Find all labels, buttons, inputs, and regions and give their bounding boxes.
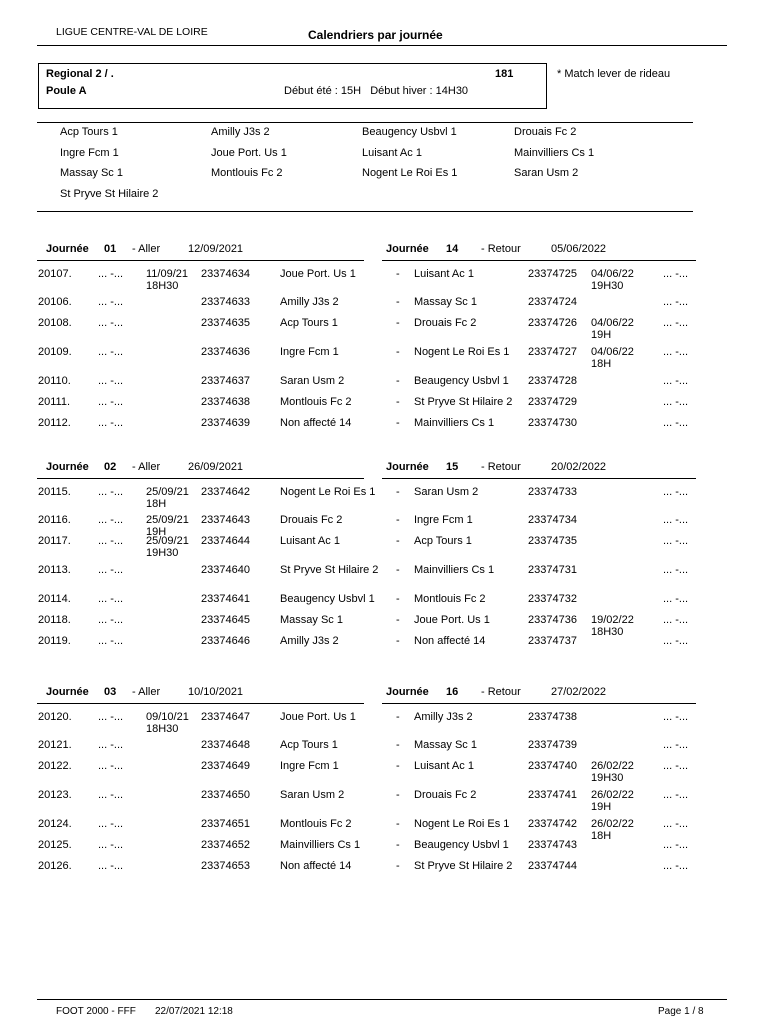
away-team: Nogent Le Roi Es 1 [414,818,510,830]
right-score: ... -... [663,614,689,626]
match-id: 20119. [38,635,71,647]
header-rule [37,45,727,46]
right-score: ... -... [663,564,689,576]
left-match-number: 23374636 [201,346,250,358]
left-match-number: 23374639 [201,417,250,429]
round-label: Journée [46,686,89,698]
right-score: ... -... [663,346,689,358]
round-label: Journée [46,461,89,473]
round-rule-left [37,703,364,704]
division-code: 181 [495,68,514,80]
away-team: Ingre Fcm 1 [414,514,473,526]
left-score: ... -... [98,486,124,498]
round-label: Journée [386,461,429,473]
away-team: St Pryve St Hilaire 2 [414,860,513,872]
right-match-number: 23374725 [528,268,577,280]
away-team: Nogent Le Roi Es 1 [414,346,510,358]
right-time: 18H [591,358,612,370]
left-match-number: 23374644 [201,535,250,547]
left-score: ... -... [98,711,124,723]
left-match-number: 23374643 [201,514,250,526]
round-type: - Retour [481,243,521,255]
left-match-number: 23374653 [201,860,250,872]
right-time: 19H [591,329,612,341]
home-team: Amilly J3s 2 [280,635,339,647]
right-match-number: 23374733 [528,486,577,498]
right-score: ... -... [663,535,689,547]
home-team: Acp Tours 1 [280,317,338,329]
left-match-number: 23374640 [201,564,250,576]
round-type: - Retour [481,686,521,698]
home-team: St Pryve St Hilaire 2 [280,564,379,576]
right-match-number: 23374729 [528,396,577,408]
match-id: 20111. [38,396,71,408]
lever-de-rideau-note: * Match lever de rideau [557,68,671,80]
match-id: 20109. [38,346,72,358]
versus-dash: - [396,346,400,358]
left-score: ... -... [98,317,124,329]
versus-dash: - [396,860,400,872]
home-team: Mainvilliers Cs 1 [280,839,361,851]
left-time: 18H [146,498,167,510]
left-date: 25/09/21 [146,486,189,498]
round-label: Journée [46,243,89,255]
left-score: ... -... [98,818,124,830]
page-title: Calendriers par journée [308,28,443,42]
home-team: Luisant Ac 1 [280,535,340,547]
match-id: 20115. [38,486,71,498]
left-match-number: 23374647 [201,711,250,723]
home-team: Ingre Fcm 1 [280,760,339,772]
right-match-number: 23374737 [528,635,577,647]
versus-dash: - [396,635,400,647]
left-time: 18H30 [146,280,179,292]
right-score: ... -... [663,417,689,429]
match-id: 20125. [38,839,72,851]
match-id: 20124. [38,818,72,830]
team-name: Saran Usm 2 [514,167,579,180]
versus-dash: - [396,396,400,408]
round-number: 15 [446,461,459,473]
match-id: 20108. [38,317,72,329]
left-date: 25/09/21 [146,514,189,526]
home-team: Saran Usm 2 [280,789,345,801]
left-score: ... -... [98,296,124,308]
right-score: ... -... [663,739,689,751]
right-time: 18H30 [591,626,624,638]
away-team: Drouais Fc 2 [414,317,477,329]
right-score: ... -... [663,486,689,498]
left-score: ... -... [98,839,124,851]
right-score: ... -... [663,760,689,772]
left-match-number: 23374633 [201,296,250,308]
away-team: Luisant Ac 1 [414,268,474,280]
home-team: Joue Port. Us 1 [280,711,356,723]
team-name: Acp Tours 1 [60,126,118,138]
round-date: 26/09/2021 [188,461,244,473]
left-time: 18H30 [146,723,179,735]
right-date: 26/02/22 [591,760,634,772]
team-name: Amilly J3s 2 [211,126,270,138]
match-id: 20110. [38,375,71,387]
away-team: Massay Sc 1 [414,739,477,751]
away-team: Beaugency Usbvl 1 [414,375,509,387]
versus-dash: - [396,593,400,605]
right-match-number: 23374724 [528,296,577,308]
left-match-number: 23374649 [201,760,250,772]
right-score: ... -... [663,296,689,308]
right-time: 18H [591,830,612,842]
away-team: Drouais Fc 2 [414,789,477,801]
match-id: 20113. [38,564,71,576]
left-time: 19H [146,526,167,538]
right-date: 26/02/22 [591,789,634,801]
versus-dash: - [396,375,400,387]
right-date: 04/06/22 [591,317,634,329]
right-score: ... -... [663,635,689,647]
left-score: ... -... [98,635,124,647]
round-date: 05/06/2022 [551,243,607,255]
away-team: Non affecté 14 [414,635,486,647]
right-score: ... -... [663,711,689,723]
away-team: Massay Sc 1 [414,296,477,308]
round-date: 27/02/2022 [551,686,607,698]
footer-timestamp: 22/07/2021 12:18 [155,1006,233,1017]
left-score: ... -... [98,564,124,576]
away-team: Saran Usm 2 [414,486,479,498]
team-name: Joue Port. Us 1 [211,146,287,159]
right-match-number: 23374744 [528,860,577,872]
left-date: 25/09/21 [146,535,189,547]
versus-dash: - [396,486,400,498]
match-id: 20118. [38,614,71,626]
left-match-number: 23374638 [201,396,250,408]
left-date: 11/09/21 [146,268,189,280]
left-match-number: 23374648 [201,739,250,751]
left-match-number: 23374651 [201,818,250,830]
right-match-number: 23374741 [528,789,577,801]
left-score: ... -... [98,614,124,626]
right-date: 19/02/22 [591,614,634,626]
left-score: ... -... [98,535,124,547]
home-team: Non affecté 14 [280,860,352,872]
right-match-number: 23374742 [528,818,577,830]
footer-rule [37,999,727,1000]
left-score: ... -... [98,268,124,280]
versus-dash: - [396,839,400,851]
right-score: ... -... [663,396,689,408]
versus-dash: - [396,760,400,772]
right-match-number: 23374738 [528,711,577,723]
round-date: 10/10/2021 [188,686,244,698]
team-name: Drouais Fc 2 [514,126,577,138]
round-number: 02 [104,461,117,473]
versus-dash: - [396,514,400,526]
away-team: Amilly J3s 2 [414,711,473,723]
right-match-number: 23374734 [528,514,577,526]
left-score: ... -... [98,760,124,772]
away-team: Mainvilliers Cs 1 [414,564,495,576]
round-number: 01 [104,243,117,255]
left-match-number: 23374645 [201,614,250,626]
versus-dash: - [396,818,400,830]
team-name: Montlouis Fc 2 [211,167,283,180]
right-match-number: 23374728 [528,375,577,387]
left-score: ... -... [98,396,124,408]
match-id: 20117. [38,535,71,547]
versus-dash: - [396,739,400,751]
round-type: - Aller [132,243,161,255]
left-match-number: 23374635 [201,317,250,329]
left-score: ... -... [98,860,124,872]
left-score: ... -... [98,346,124,358]
versus-dash: - [396,564,400,576]
left-score: ... -... [98,514,124,526]
teams-bottom-rule [37,211,693,212]
versus-dash: - [396,317,400,329]
round-number: 14 [446,243,459,255]
round-rule-left [37,260,364,261]
right-match-number: 23374735 [528,535,577,547]
teams-top-rule [37,122,693,123]
home-team: Non affecté 14 [280,417,352,429]
left-score: ... -... [98,417,124,429]
left-match-number: 23374646 [201,635,250,647]
right-match-number: 23374727 [528,346,577,358]
poule-label: Poule A [46,85,87,97]
match-id: 20112. [38,417,71,429]
match-id: 20106. [38,296,72,308]
team-name: Nogent Le Roi Es 1 [362,167,458,180]
kickoff-times: Début été : 15H Début hiver : 14H30 [284,85,469,97]
match-id: 20126. [38,860,72,872]
versus-dash: - [396,535,400,547]
right-time: 19H [591,801,612,813]
left-match-number: 23374642 [201,486,250,498]
left-score: ... -... [98,593,124,605]
home-team: Saran Usm 2 [280,375,345,387]
right-date: 04/06/22 [591,268,634,280]
right-score: ... -... [663,268,689,280]
away-team: Mainvilliers Cs 1 [414,417,495,429]
round-rule-right [382,478,696,479]
team-name: Massay Sc 1 [60,167,123,180]
right-score: ... -... [663,514,689,526]
versus-dash: - [396,296,400,308]
footer-software: FOOT 2000 - FFF [56,1006,136,1017]
round-type: - Retour [481,461,521,473]
left-match-number: 23374650 [201,789,250,801]
away-team: Beaugency Usbvl 1 [414,839,509,851]
right-time: 19H30 [591,772,624,784]
round-type: - Aller [132,686,161,698]
round-label: Journée [386,686,429,698]
left-time: 19H30 [146,547,179,559]
right-score: ... -... [663,789,689,801]
right-date: 04/06/22 [591,346,634,358]
match-id: 20121. [38,739,72,751]
left-date: 09/10/21 [146,711,189,723]
team-name: Mainvilliers Cs 1 [514,146,595,159]
right-score: ... -... [663,593,689,605]
left-match-number: 23374637 [201,375,250,387]
footer-page-number: Page 1 / 8 [658,1006,704,1017]
round-label: Journée [386,243,429,255]
left-match-number: 23374634 [201,268,250,280]
round-date: 20/02/2022 [551,461,607,473]
round-date: 12/09/2021 [188,243,244,255]
home-team: Ingre Fcm 1 [280,346,339,358]
home-team: Massay Sc 1 [280,614,343,626]
home-team: Amilly J3s 2 [280,296,339,308]
team-name: St Pryve St Hilaire 2 [60,188,159,201]
right-match-number: 23374743 [528,839,577,851]
home-team: Montlouis Fc 2 [280,396,352,408]
division-label: Regional 2 / . [46,68,114,80]
right-match-number: 23374730 [528,417,577,429]
right-score: ... -... [663,375,689,387]
round-rule-left [37,478,364,479]
home-team: Nogent Le Roi Es 1 [280,486,376,498]
home-team: Acp Tours 1 [280,739,338,751]
round-rule-right [382,703,696,704]
versus-dash: - [396,789,400,801]
league-name: LIGUE CENTRE-VAL DE LOIRE [56,26,208,38]
right-match-number: 23374731 [528,564,577,576]
right-score: ... -... [663,839,689,851]
left-score: ... -... [98,375,124,387]
home-team: Beaugency Usbvl 1 [280,593,375,605]
match-id: 20107. [38,268,72,280]
home-team: Joue Port. Us 1 [280,268,356,280]
team-name: Beaugency Usbvl 1 [362,126,457,138]
round-number: 03 [104,686,117,698]
team-name: Ingre Fcm 1 [60,146,119,159]
away-team: Joue Port. Us 1 [414,614,490,626]
team-name: Luisant Ac 1 [362,146,422,159]
away-team: St Pryve St Hilaire 2 [414,396,513,408]
left-match-number: 23374641 [201,593,250,605]
versus-dash: - [396,614,400,626]
right-match-number: 23374740 [528,760,577,772]
right-date: 26/02/22 [591,818,634,830]
right-match-number: 23374732 [528,593,577,605]
away-team: Montlouis Fc 2 [414,593,486,605]
right-score: ... -... [663,317,689,329]
right-score: ... -... [663,818,689,830]
away-team: Acp Tours 1 [414,535,472,547]
left-score: ... -... [98,739,124,751]
home-team: Montlouis Fc 2 [280,818,352,830]
round-rule-right [382,260,696,261]
left-match-number: 23374652 [201,839,250,851]
away-team: Luisant Ac 1 [414,760,474,772]
right-match-number: 23374726 [528,317,577,329]
match-id: 20123. [38,789,72,801]
versus-dash: - [396,417,400,429]
left-score: ... -... [98,789,124,801]
match-id: 20114. [38,593,71,605]
match-id: 20122. [38,760,72,772]
versus-dash: - [396,268,400,280]
right-match-number: 23374736 [528,614,577,626]
round-type: - Aller [132,461,161,473]
round-number: 16 [446,686,459,698]
right-score: ... -... [663,860,689,872]
right-match-number: 23374739 [528,739,577,751]
home-team: Drouais Fc 2 [280,514,343,526]
match-id: 20120. [38,711,72,723]
right-time: 19H30 [591,280,624,292]
versus-dash: - [396,711,400,723]
match-id: 20116. [38,514,71,526]
